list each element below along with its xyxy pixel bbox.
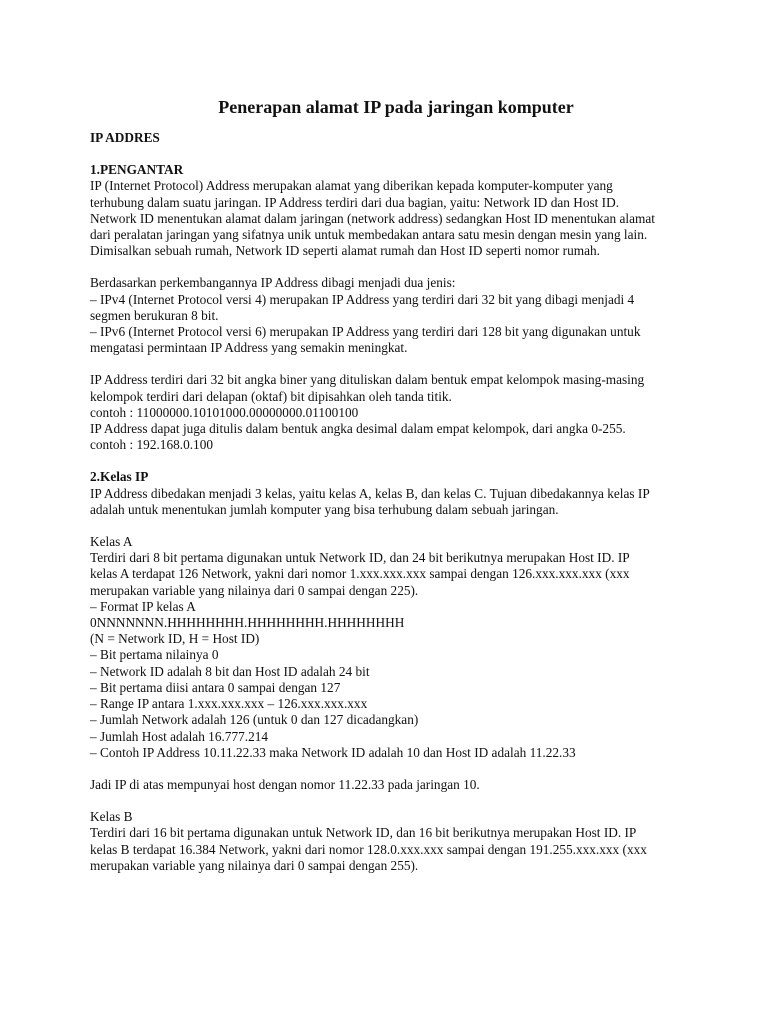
kelas-a-block	[90, 534, 696, 761]
text-line: contoh : 192.168.0.100	[90, 437, 213, 453]
pengantar-paragraph-2	[90, 275, 696, 356]
text-line: – IPv6 (Internet Protocol versi 6) merupakan IP Address yang terdiri dari 128 bit yang digunakan untuk	[90, 324, 641, 340]
text-line: Terdiri dari 16 bit pertama digunakan untuk Network ID, dan 16 bit berikutnya merupakan Host ID. IP	[90, 825, 637, 841]
text-line: Dimisalkan sebuah rumah, Network ID seperti alamat rumah dan Host ID seperti nomor rumah.	[90, 243, 600, 259]
kelas-ip-paragraph	[90, 486, 696, 518]
text-line: Kelas B	[90, 809, 133, 825]
text-line: Network ID menentukan alamat dalam jaringan (network address) sedangkan Host ID menentukan alamat	[90, 210, 655, 226]
text-line: dari peralatan jaringan yang sifatnya unik untuk membedakan antara satu mesin dengan mesin yang lain.	[90, 227, 648, 243]
text-line: adalah untuk menentukan jumlah komputer yang bisa terhubung dalam sebuah jaringan.	[90, 501, 559, 517]
text-line: – Network ID adalah 8 bit dan Host ID adalah 24 bit	[90, 663, 370, 679]
text-line: – Format IP kelas A	[90, 598, 196, 614]
text-line: IP Address dibedakan menjadi 3 kelas, yaitu kelas A, kelas B, dan kelas C. Tujuan dibedakannya kelas IP	[90, 485, 650, 501]
text-line: – Jumlah Network adalah 126 (untuk 0 dan 127 dicadangkan)	[90, 712, 419, 728]
text-line: terhubung dalam suatu jaringan. IP Address terdiri dari dua bagian, yaitu: Network ID dan Host ID.	[90, 194, 620, 210]
kelas-b-block	[90, 809, 696, 874]
text-line: Kelas A	[90, 534, 133, 550]
text-line: merupakan variable yang nilainya dari 0 sampai dengan 225).	[90, 582, 419, 598]
text-line: – Range IP antara 1.xxx.xxx.xxx – 126.xxx.xxx.xxx	[90, 696, 368, 712]
text-line: mengatasi permintaan IP Address yang semakin meningkat.	[90, 340, 408, 356]
pengantar-paragraph-1	[90, 178, 696, 259]
section-ip-address-heading: IP ADDRES	[90, 130, 160, 145]
text-line: kelas B terdapat 16.384 Network, yakni dari nomor 128.0.xxx.xxx sampai dengan 191.255.xxx.xxx (xxx	[90, 841, 647, 857]
pengantar-paragraph-3	[90, 372, 696, 453]
text-line: (N = Network ID, H = Host ID)	[90, 631, 260, 647]
text-line: IP Address terdiri dari 32 bit angka biner yang dituliskan dalam bentuk empat kelompok masing-masing	[90, 372, 645, 388]
section-pengantar-heading: 1.PENGANTAR	[90, 162, 184, 178]
section-kelas-ip-heading: 2.Kelas IP	[90, 469, 149, 485]
text-line: contoh : 11000000.10101000.00000000.01100100	[90, 404, 359, 420]
document-title: Penerapan alamat IP pada jaringan komputer	[218, 97, 574, 117]
text-line: kelompok terdiri dari delapan (oktaf) bit dipisahkan oleh tanda titik.	[90, 388, 452, 404]
kelas-a-note: Jadi IP di atas mempunyai host dengan nomor 11.22.33 pada jaringan 10.	[90, 776, 480, 792]
text-line: IP Address dapat juga ditulis dalam bentuk angka desimal dalam empat kelompok, dari angka 0-255.	[90, 421, 626, 437]
text-line: – IPv4 (Internet Protocol versi 4) merupakan IP Address yang terdiri dari 32 bit yang dibagi menjadi 4	[90, 291, 635, 307]
text-line: kelas A terdapat 126 Network, yakni dari nomor 1.xxx.xxx.xxx sampai dengan 126.xxx.xxx.xxx (xxx	[90, 566, 630, 582]
text-line: Terdiri dari 8 bit pertama digunakan untuk Network ID, dan 24 bit berikutnya merupakan Host ID. IP	[90, 550, 630, 566]
text-line: merupakan variable yang nilainya dari 0 sampai dengan 255).	[90, 857, 419, 873]
text-line: – Contoh IP Address 10.11.22.33 maka Network ID adalah 10 dan Host ID adalah 11.22.33	[90, 744, 576, 760]
text-line: Berdasarkan perkembangannya IP Address dibagi menjadi dua jenis:	[90, 275, 456, 291]
text-line: IP (Internet Protocol) Address merupakan alamat yang diberikan kepada komputer-komputer yang	[90, 178, 613, 194]
text-line: – Bit pertama nilainya 0	[90, 647, 219, 663]
text-line: 0NNNNNNN.HHHHHHHH.HHHHHHHH.HHHHHHHH	[90, 615, 405, 631]
text-line: segmen berukuran 8 bit.	[90, 307, 219, 323]
text-line: – Bit pertama diisi antara 0 sampai dengan 127	[90, 679, 341, 695]
text-line: – Jumlah Host adalah 16.777.214	[90, 728, 269, 744]
